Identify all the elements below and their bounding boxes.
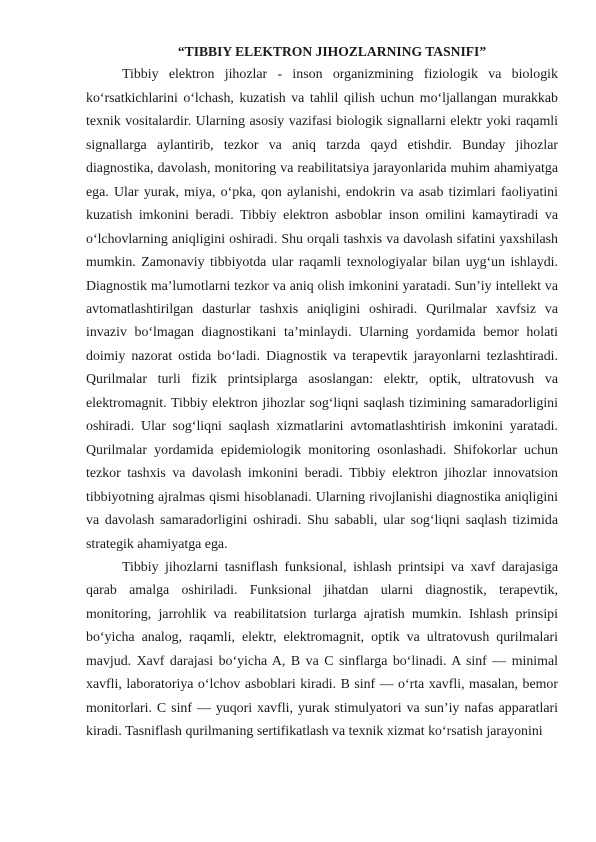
- paragraph-1: Tibbiy elektron jihozlar - inson organizmining fiziologik va biologik ko‘rsatkichlarini o‘lchash, kuzatish va tahlil qilish uchun mo‘ljallangan murakkab texnik vositalardir. Ularning asosiy vazifasi biologik signallarni elektr yoki raqamli signallarga aylantirib, tezkor va aniq tarzda qayd etishdir. Bunday jihozlar diagnostika, davolash, monitoring va reabilitatsiya jarayonlarida muhim ahamiyatga ega. Ular yurak, miya, o‘pka, qon aylanishi, endokrin va asab tizimlari faoliyatini kuzatish imkonini beradi. Tibbiy elektron asboblar inson omilini kamaytiradi va o‘lchovlarning aniqligini oshiradi. Shu orqali tashxis va davolash sifatini yaxshilash mumkin. Zamonaviy tibbiyotda ular raqamli texnologiyalar bilan uyg‘un ishlaydi. Diagnostik ma’lumotlarni tezkor va aniq olish imkonini yaratadi. Sun’iy intellekt va avtomatlashtirilgan dasturlar tashxis aniqligini oshiradi. Qurilmalar xavfsiz va invaziv bo‘lmagan diagnostikani ta’minlaydi. Ularning yordamida bemor holati doimiy nazorat ostida bo‘ladi. Diagnostik va terapevtik jarayonlarni tezlashtiradi. Qurilmalar turli fizik printsiplarga asoslangan: elektr, optik, ultratovush va elektromagnit. Tibbiy elektron jihozlar sog‘liqni saqlash tizimining samaradorligini oshiradi. Ular sog‘liqni saqlash xizmatlarini avtomatlashtirish imkonini yaratadi. Qurilmalar yordamida epidemiologik monitoring osonlashadi. Shifokorlar uchun tezkor tashxis va davolash imkonini beradi. Tibbiy elektron jihozlar innovatsion tibbiyotning ajralmas qismi hisoblanadi. Ularning rivojlanishi diagnostika aniqligini va davolash samaradorligini oshiradi. Shu sababli, ular sog‘liqni saqlash tizimida strategik ahamiyatga ega.: [86, 67, 558, 552]
- document-title: “TIBBIY ELEKTRON JIHOZLARNING TASNIFI”: [177, 44, 487, 59]
- document-page: [86, 40, 558, 744]
- paragraph-2: Tibbiy jihozlarni tasniflash funksional, ishlash printsipi va xavf darajasiga qarab amalga oshiriladi. Funksional jihatdan ularni diagnostik, terapevtik, monitoring, jarrohlik va reabilitatsion turlarga ajratish mumkin. Ishlash prinsipi bo‘yicha analog, raqamli, elektr, elektromagnit, optik va ultratovush qurilmalari mavjud. Xavf darajasi bo‘yicha A, B va C sinflarga bo‘linadi. A sinf — minimal xavfli, laboratoriya o‘lchov asboblari kiradi. B sinf — o‘rta xavfli, masalan, bemor monitorlari. C sinf — yuqori xavfli, yurak stimulyatori va sun’iy nafas apparatlari kiradi. Tasniflash qurilmaning sertifikatlash va texnik xizmat ko‘rsatish jarayonini: [86, 559, 558, 740]
